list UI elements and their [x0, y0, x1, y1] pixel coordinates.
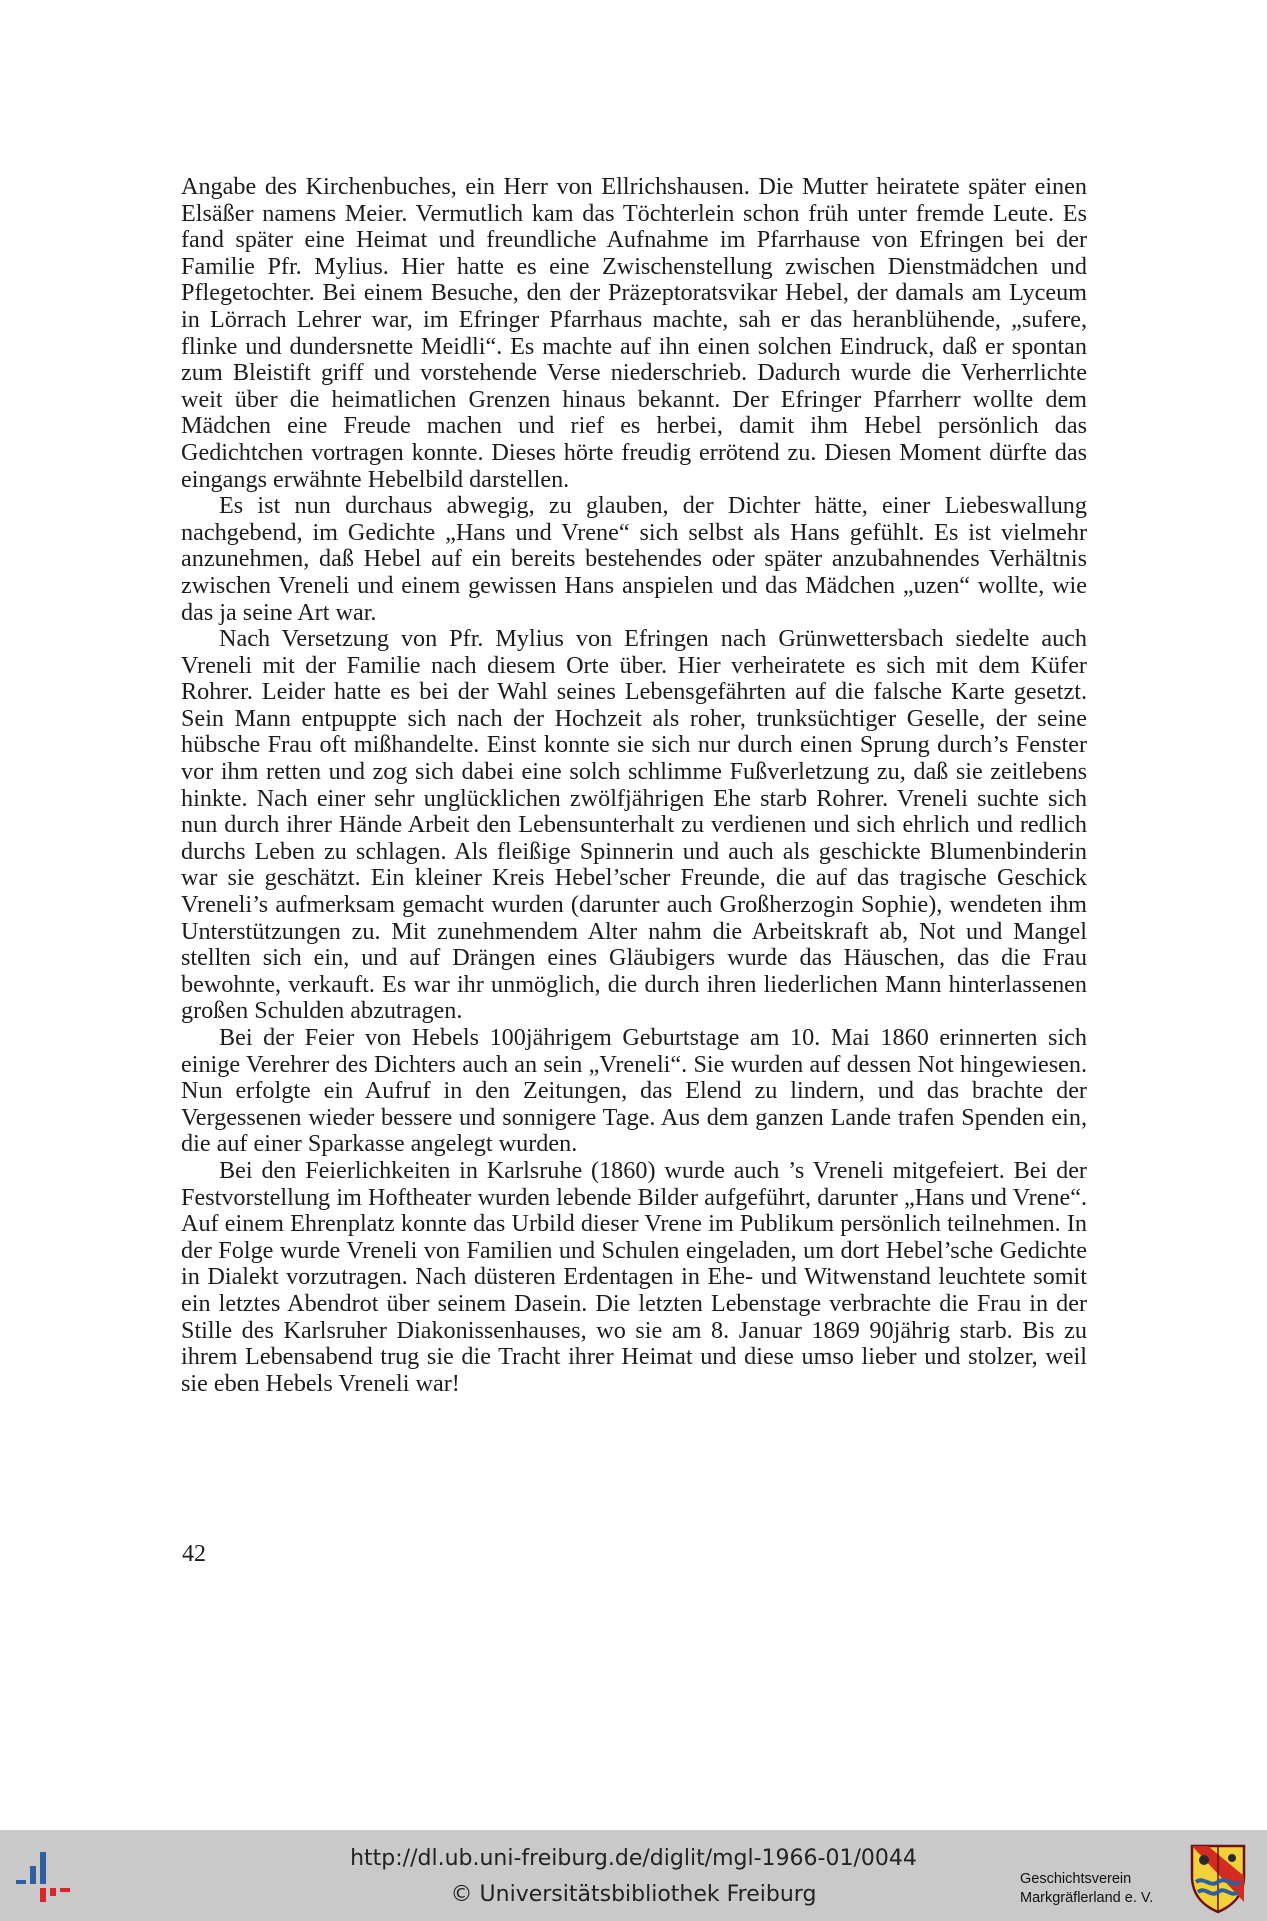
paragraph-5: Bei den Feierlichkeiten in Karlsruhe (1860) wurde auch ’s Vreneli mitgefeiert. Bei der Festvorstellung im Hoftheater wurden lebende Bilder aufgeführt, darunter „Hans und Vrene“. Auf einem Ehrenplatz konnte das Urbild dieser Vrene im Publikum persönlich teilnehmen. In der Folge wurde Vreneli von Familien und Schulen eingeladen, um dort Hebel’sche Gedichte in Dialekt vorzutragen. Nach düsteren Erdentagen in Ehe- und Witwenstand leuchtete somit ein letztes Abendrot über seinem Dasein. Die letzten Lebenstage verbrachte die Frau in der Stille des Karlsruher Diakonissenhauses, wo sie am 8. Januar 1869 90jährig starb. Bis zu ihrem Lebensabend trug sie die Tracht ihrer Heimat und diese umso lieber und stolzer, weil sie eben Hebels Vreneli war! — [181, 1156, 1087, 1397]
copyright-text: © Universitätsbibliothek Freiburg — [450, 1882, 817, 1907]
society-name-line-2: Markgräflerland e. V. — [1020, 1890, 1154, 1906]
footer-bar — [0, 1830, 1267, 1921]
paragraph-1: Angabe des Kirchenbuches, ein Herr von Ellrichshausen. Die Mutter heiratete später einen Elsäßer namens Meier. Vermutlich kam das Töchterlein schon früh unter fremde Leute. Es fand später eine Heimat und freundliche Aufnahme im Pfarrhause von Efringen bei der Familie Pfr. Mylius. Hier hatte es eine Zwischenstellung zwischen Dienstmädchen und Pflegetochter. Bei einem Besuche, den der Präzeptoratsvikar Hebel, der damals am Lyceum in Lörrach Lehrer war, im Efringer Pfarrhaus machte, sah er das heranblühende, „sufere, flinke und dundersnette Meidli“. Es machte auf ihn einen solchen Eindruck, daß er spontan zum Bleistift griff und vorstehende Verse niederschrieb. Dadurch wurde die Verherrlichte weit über die heimatlichen Grenzen hinaus bekannt. Der Efringer Pfarrherr wollte dem Mädchen eine Freude machen und rief es herbei, damit ihm Hebel persönlich das Gedichtchen vortragen konnte. Dieses hörte freudig errötend zu. Diesen Moment dürfte das eingangs erwähnte Hebelbild darstellen. — [181, 173, 1087, 493]
society-name-line-1: Geschichtsverein — [1020, 1871, 1132, 1887]
paragraph-3: Nach Versetzung von Pfr. Mylius von Efringen nach Grünwettersbach siedelte auch Vreneli mit der Familie nach diesem Orte über. Hier verheiratete es sich mit dem Küfer Rohrer. Leider hatte es bei der Wahl seines Lebensgefährten auf die falsche Karte gesetzt. Sein Mann entpuppte sich nach der Hochzeit als roher, trunksüchtiger Geselle, der seine hübsche Frau oft mißhandelte. Einst konnte sie sich nur durch einen Sprung durch’s Fenster vor ihm retten und zog sich dabei eine solch schlimme Fußverletzung zu, daß sie zeitlebens hinkte. Nach einer sehr unglücklichen zwölfjährigen Ehe starb Rohrer. Vreneli suchte sich nun durch ihrer Hände Arbeit den Lebensunterhalt zu verdienen und sich ehrlich und redlich durchs Leben zu schlagen. Als fleißige Spinnerin und auch als geschickte Blumenbinderin war sie geschätzt. Ein kleiner Kreis Hebel’scher Freunde, die auf das tragische Geschick Vreneli’s aufmerksam gemacht wurden (darunter auch Großherzogin Sophie), wendeten ihm Unterstützungen zu. Mit zunehmendem Alter nahm die Arbeitskraft ab, Not und Mangel stellten sich ein, und auf Drängen eines Gläubigers wurde das Häuschen, das die Frau bewohnte, verkauft. Es war ihr unmöglich, die durch ihren liederlichen Mann hinterlassenen großen Schulden abzutragen. — [181, 625, 1087, 1025]
coat-of-arms-icon[interactable] — [1188, 1842, 1248, 1914]
paragraph-4: Bei der Feier von Hebels 100jährigem Geburtstage am 10. Mai 1860 erinnerten sich einige Verehrer des Dichters auch an sein „Vreneli“. Sie wurden auf dessen Not hingewiesen. Nun erfolgte ein Aufruf in den Zeitungen, das Elend zu lindern, und das brachte der Vergessenen wieder bessere und sonnigere Tage. Aus dem ganzen Lande trafen Spenden ein, die auf einer Sparkasse angelegt wurden. — [181, 1024, 1087, 1158]
society-name[interactable] — [1020, 1870, 1180, 1908]
paragraph-2: Es ist nun durchaus abwegig, zu glauben, der Dichter hätte, einer Liebeswallung nachgebend, im Gedichte „Hans und Vrene“ sich selbst als Hans gefühlt. Es ist vielmehr anzunehmen, daß Hebel auf ein bereits bestehendes oder später anzubahnendes Verhältnis zwischen Vreneli und einem gewissen Hans anspielen und das Mädchen „uzen“ wollte, wie das ja seine Art war. — [181, 492, 1087, 626]
body-text — [181, 174, 1087, 1397]
source-url-link[interactable]: http://dl.ub.uni-freiburg.de/diglit/mgl-1966-01/0044 — [350, 1846, 917, 1871]
page-number: 42 — [182, 1541, 206, 1567]
